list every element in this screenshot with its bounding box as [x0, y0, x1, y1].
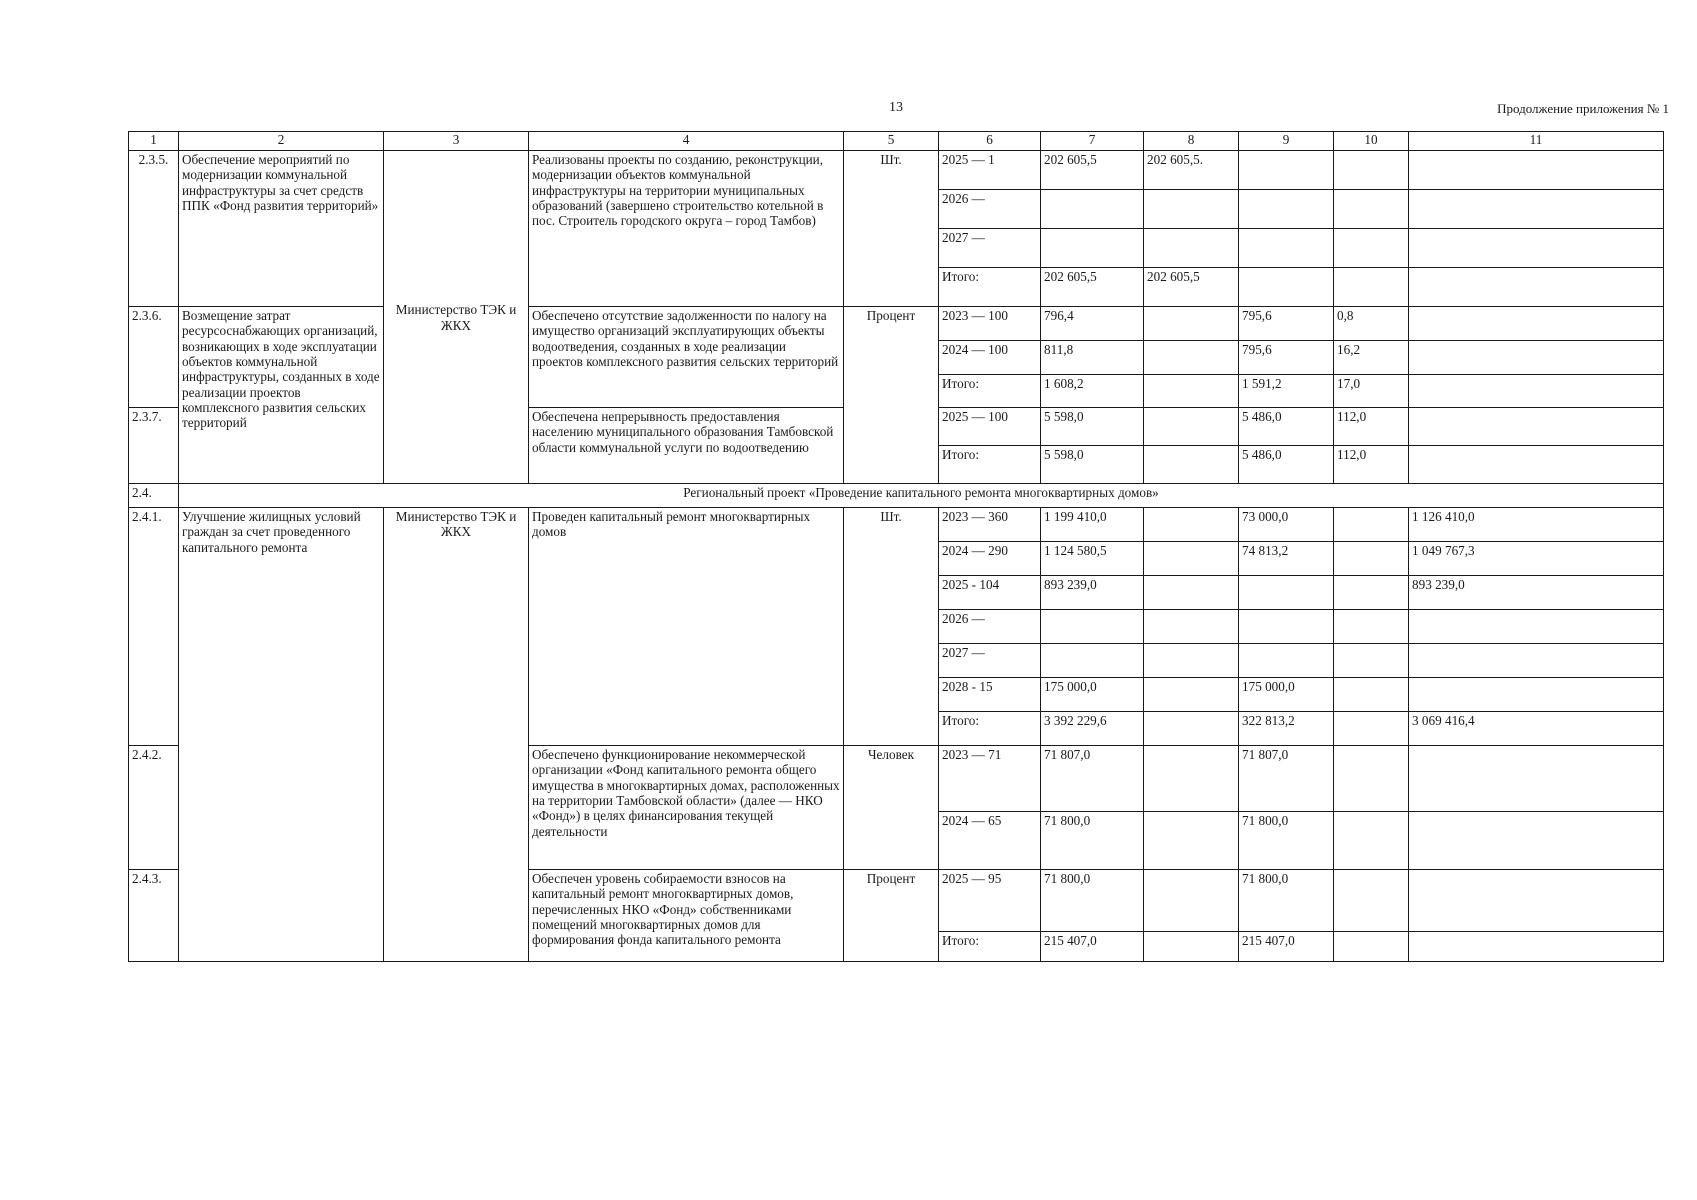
total-amount: 71 807,0	[1041, 746, 1144, 812]
local-amount: 0,8	[1334, 307, 1409, 341]
year-indicator: 2025 — 100	[939, 408, 1041, 446]
unit-of-measure: Человек	[844, 746, 939, 870]
regional-amount: 71 800,0	[1239, 870, 1334, 932]
regional-amount	[1239, 268, 1334, 307]
program-activities-table	[128, 131, 1664, 962]
year-indicator: 2025 - 104	[939, 576, 1041, 610]
regional-amount: 215 407,0	[1239, 932, 1334, 962]
federal-amount	[1144, 712, 1239, 746]
year-indicator: 2027 —	[939, 229, 1041, 268]
year-indicator: Итого:	[939, 932, 1041, 962]
other-amount	[1409, 870, 1664, 932]
year-indicator: 2026 —	[939, 610, 1041, 644]
table-row	[129, 151, 1664, 190]
item-code: 2.4.1.	[129, 508, 179, 746]
item-code: 2.3.7.	[129, 408, 179, 484]
local-amount: 112,0	[1334, 446, 1409, 484]
other-amount: 1 126 410,0	[1409, 508, 1664, 542]
column-header: 11	[1409, 132, 1664, 151]
federal-amount	[1144, 610, 1239, 644]
local-amount	[1334, 190, 1409, 229]
column-header: 10	[1334, 132, 1409, 151]
activity-result: Обеспечен уровень собираемости взносов на капитальный ремонт многоквартирных домов, перечисленных НКО «Фонд» собственниками помещений многоквартирных домов для формирования фонда капитального ремонта	[529, 870, 844, 962]
total-amount: 5 598,0	[1041, 408, 1144, 446]
other-amount	[1409, 446, 1664, 484]
regional-project-row	[129, 484, 1664, 508]
column-header: 1	[129, 132, 179, 151]
regional-amount	[1239, 190, 1334, 229]
local-amount	[1334, 678, 1409, 712]
column-header: 3	[384, 132, 529, 151]
federal-amount	[1144, 542, 1239, 576]
regional-amount	[1239, 151, 1334, 190]
total-amount: 796,4	[1041, 307, 1144, 341]
federal-amount	[1144, 932, 1239, 962]
item-code: 2.4.3.	[129, 870, 179, 962]
total-amount: 71 800,0	[1041, 870, 1144, 932]
year-indicator: Итого:	[939, 712, 1041, 746]
local-amount	[1334, 268, 1409, 307]
local-amount	[1334, 229, 1409, 268]
item-code: 2.4.	[129, 484, 179, 508]
local-amount	[1334, 812, 1409, 870]
unit-of-measure: Шт.	[844, 508, 939, 746]
other-amount	[1409, 341, 1664, 375]
regional-amount	[1239, 229, 1334, 268]
year-indicator: Итого:	[939, 268, 1041, 307]
other-amount	[1409, 644, 1664, 678]
other-amount	[1409, 229, 1664, 268]
regional-amount: 71 800,0	[1239, 812, 1334, 870]
regional-amount	[1239, 610, 1334, 644]
regional-amount: 795,6	[1239, 341, 1334, 375]
unit-of-measure: Процент	[844, 870, 939, 962]
total-amount	[1041, 229, 1144, 268]
column-header: 2	[179, 132, 384, 151]
regional-amount	[1239, 644, 1334, 678]
local-amount	[1334, 576, 1409, 610]
total-amount: 811,8	[1041, 341, 1144, 375]
activity-name: Улучшение жилищных условий граждан за счет проведенного капитального ремонта	[179, 508, 384, 962]
other-amount	[1409, 268, 1664, 307]
year-indicator: 2024 — 100	[939, 341, 1041, 375]
federal-amount	[1144, 408, 1239, 446]
total-amount: 215 407,0	[1041, 932, 1144, 962]
federal-amount	[1144, 812, 1239, 870]
total-amount: 71 800,0	[1041, 812, 1144, 870]
federal-amount: 202 605,5	[1144, 268, 1239, 307]
column-header: 8	[1144, 132, 1239, 151]
local-amount	[1334, 746, 1409, 812]
regional-amount: 1 591,2	[1239, 375, 1334, 408]
activity-result: Обеспечено отсутствие задолженности по налогу на имущество организаций эксплуатирующих объекты водоотведения, созданных в ходе реализации проектов комплексного развития сельских территорий	[529, 307, 844, 408]
total-amount: 202 605,5	[1041, 268, 1144, 307]
federal-amount	[1144, 446, 1239, 484]
local-amount	[1334, 542, 1409, 576]
federal-amount	[1144, 229, 1239, 268]
federal-amount	[1144, 746, 1239, 812]
item-code: 2.3.5.	[129, 151, 179, 307]
other-amount	[1409, 190, 1664, 229]
other-amount	[1409, 746, 1664, 812]
regional-amount	[1239, 576, 1334, 610]
other-amount	[1409, 151, 1664, 190]
item-code: 2.4.2.	[129, 746, 179, 870]
regional-amount: 71 807,0	[1239, 746, 1334, 812]
column-header: 4	[529, 132, 844, 151]
federal-amount	[1144, 508, 1239, 542]
year-indicator: 2023 — 71	[939, 746, 1041, 812]
year-indicator: Итого:	[939, 446, 1041, 484]
activity-result: Обеспечено функционирование некоммерческой организации «Фонд капитального ремонта общего имущества в многоквартирных домах, расположенных на территории Тамбовской области» (далее — НКО «Фонд») в целях финансирования текущей деятельности	[529, 746, 844, 870]
federal-amount	[1144, 307, 1239, 341]
regional-amount: 74 813,2	[1239, 542, 1334, 576]
unit-of-measure: Процент	[844, 307, 939, 484]
year-indicator: 2026 —	[939, 190, 1041, 229]
other-amount	[1409, 307, 1664, 341]
local-amount	[1334, 151, 1409, 190]
year-indicator: 2023 — 100	[939, 307, 1041, 341]
local-amount	[1334, 644, 1409, 678]
local-amount	[1334, 870, 1409, 932]
year-indicator: 2024 — 65	[939, 812, 1041, 870]
regional-amount: 73 000,0	[1239, 508, 1334, 542]
regional-amount: 5 486,0	[1239, 408, 1334, 446]
other-amount: 3 069 416,4	[1409, 712, 1664, 746]
local-amount	[1334, 508, 1409, 542]
total-amount: 1 608,2	[1041, 375, 1144, 408]
total-amount	[1041, 644, 1144, 678]
local-amount	[1334, 712, 1409, 746]
activity-name: Возмещение затрат ресурсоснабжающих организаций, возникающих в ходе эксплуатации объектов коммунальной инфраструктуры, созданных в ходе реализации проектов комплексного развития сельских территорий	[179, 307, 384, 484]
table-row	[129, 307, 1664, 341]
total-amount: 1 124 580,5	[1041, 542, 1144, 576]
appendix-continuation-label: Продолжение приложения № 1	[1497, 101, 1669, 116]
federal-amount: 202 605,5.	[1144, 151, 1239, 190]
other-amount	[1409, 408, 1664, 446]
responsible-executor: Министерство ТЭК и ЖКХ	[384, 508, 529, 962]
regional-amount: 175 000,0	[1239, 678, 1334, 712]
regional-project-title: Региональный проект «Проведение капитального ремонта многоквартирных домов»	[179, 484, 1664, 508]
item-code: 2.3.6.	[129, 307, 179, 408]
column-header: 9	[1239, 132, 1334, 151]
page-number: 13	[889, 100, 903, 115]
activity-result: Обеспечена непрерывность предоставления населению муниципального образования Тамбовской области коммунальной услуги по водоотведению	[529, 408, 844, 484]
federal-amount	[1144, 375, 1239, 408]
year-indicator: 2025 — 95	[939, 870, 1041, 932]
total-amount: 893 239,0	[1041, 576, 1144, 610]
unit-of-measure: Шт.	[844, 151, 939, 307]
total-amount: 175 000,0	[1041, 678, 1144, 712]
year-indicator: 2024 — 290	[939, 542, 1041, 576]
federal-amount	[1144, 644, 1239, 678]
total-amount: 3 392 229,6	[1041, 712, 1144, 746]
federal-amount	[1144, 870, 1239, 932]
federal-amount	[1144, 678, 1239, 712]
year-indicator: 2023 — 360	[939, 508, 1041, 542]
year-indicator: Итого:	[939, 375, 1041, 408]
local-amount: 16,2	[1334, 341, 1409, 375]
local-amount: 17,0	[1334, 375, 1409, 408]
other-amount	[1409, 375, 1664, 408]
local-amount	[1334, 932, 1409, 962]
responsible-executor: Министерство ТЭК и ЖКХ	[384, 151, 529, 484]
other-amount	[1409, 678, 1664, 712]
regional-amount: 795,6	[1239, 307, 1334, 341]
activity-name: Обеспечение мероприятий по модернизации коммунальной инфраструктуры за счет средств ППК «Фонд развития территорий»	[179, 151, 384, 307]
federal-amount	[1144, 341, 1239, 375]
year-indicator: 2027 —	[939, 644, 1041, 678]
column-header: 7	[1041, 132, 1144, 151]
local-amount	[1334, 610, 1409, 644]
column-numbers-row	[129, 132, 1664, 151]
total-amount: 202 605,5	[1041, 151, 1144, 190]
federal-amount	[1144, 190, 1239, 229]
other-amount: 893 239,0	[1409, 576, 1664, 610]
column-header: 6	[939, 132, 1041, 151]
regional-amount: 5 486,0	[1239, 446, 1334, 484]
other-amount	[1409, 812, 1664, 870]
other-amount: 1 049 767,3	[1409, 542, 1664, 576]
regional-amount: 322 813,2	[1239, 712, 1334, 746]
total-amount: 1 199 410,0	[1041, 508, 1144, 542]
other-amount	[1409, 610, 1664, 644]
table-row	[129, 508, 1664, 542]
column-header: 5	[844, 132, 939, 151]
activity-result: Реализованы проекты по созданию, реконструкции, модернизации объектов коммунальной инфраструктуры на территории муниципальных образований (завершено строительство котельной в пос. Строитель городского округа – город Тамбов)	[529, 151, 844, 307]
total-amount	[1041, 190, 1144, 229]
activity-result: Проведен капитальный ремонт многоквартирных домов	[529, 508, 844, 746]
federal-amount	[1144, 576, 1239, 610]
year-indicator: 2025 — 1	[939, 151, 1041, 190]
year-indicator: 2028 - 15	[939, 678, 1041, 712]
other-amount	[1409, 932, 1664, 962]
total-amount	[1041, 610, 1144, 644]
total-amount: 5 598,0	[1041, 446, 1144, 484]
local-amount: 112,0	[1334, 408, 1409, 446]
